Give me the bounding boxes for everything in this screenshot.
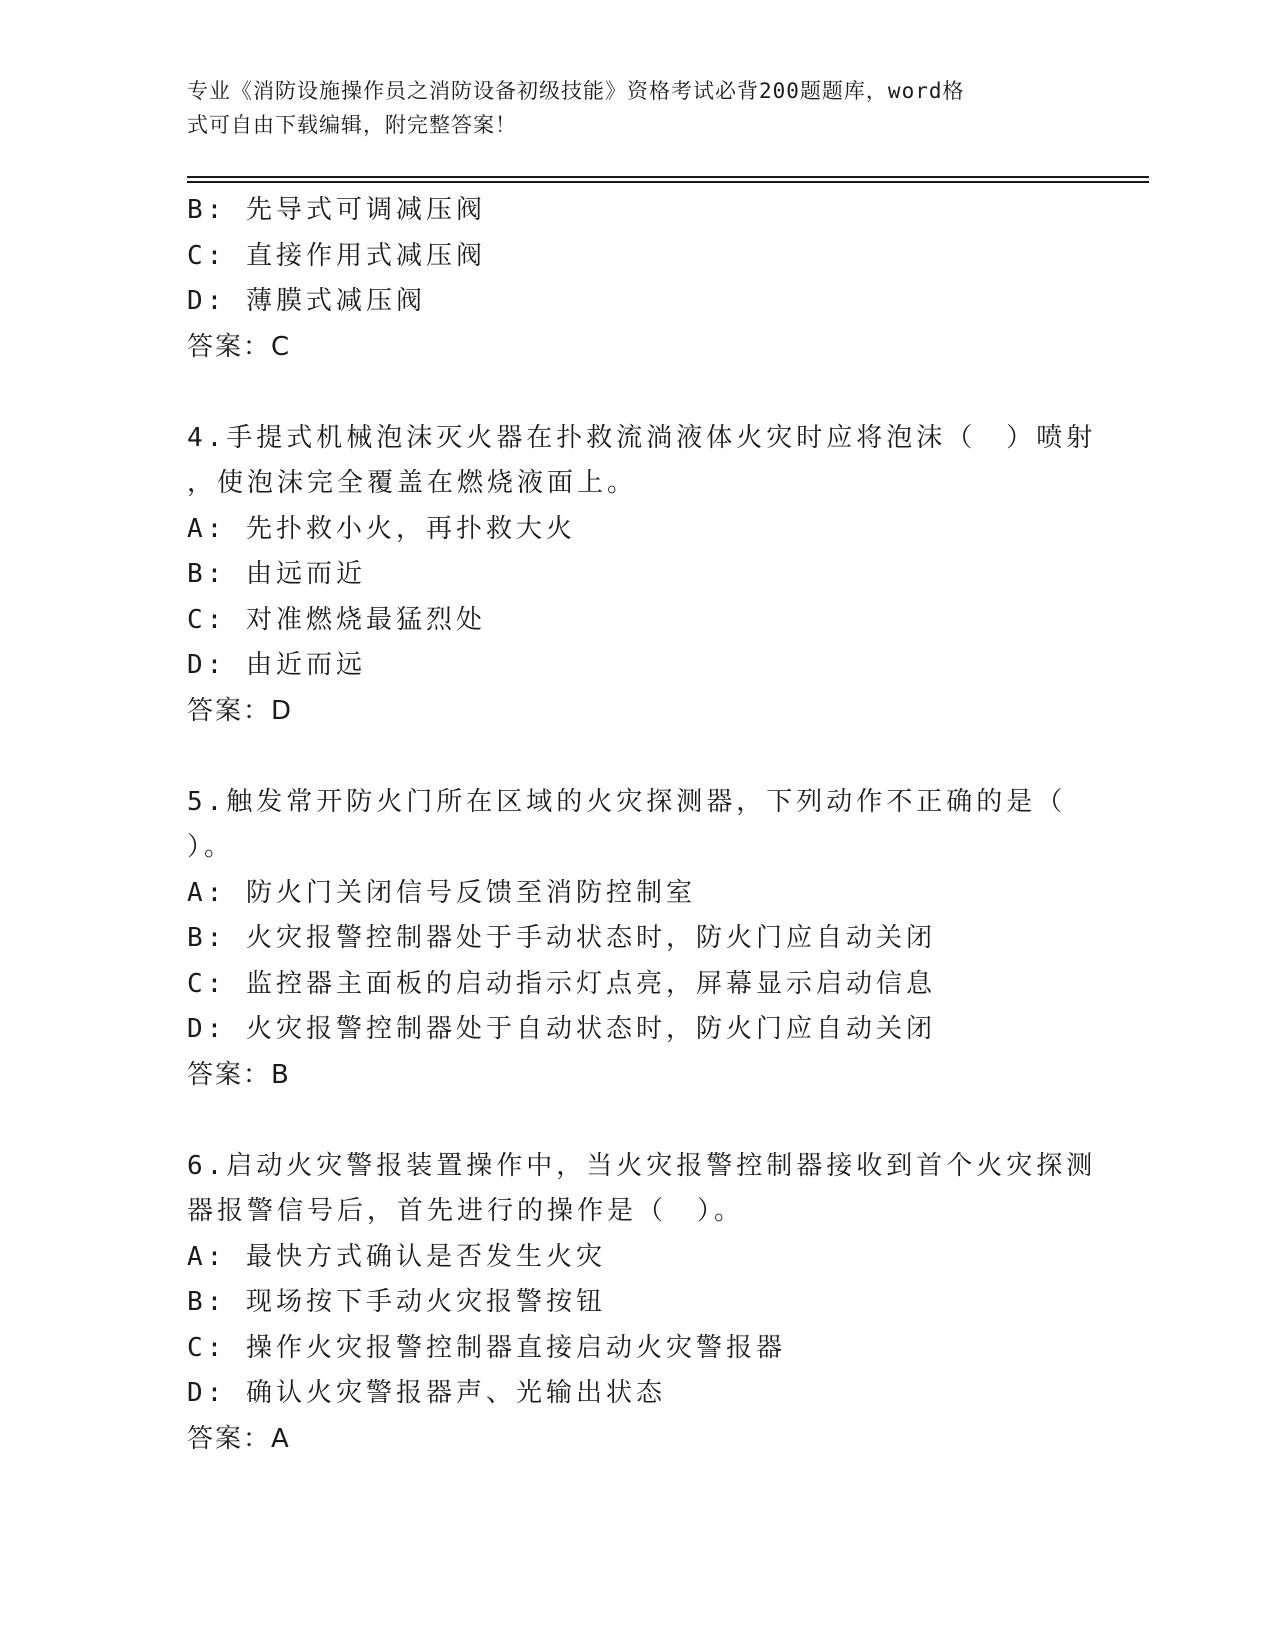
option-a: A: 先扑救小火，再扑救大火 [187, 513, 576, 544]
option-b: B: 由远而近 [187, 559, 366, 589]
question-stem-line: 4.手提式机械泡沫灭火器在扑救流淌液体火灾时应将泡沫（ ）喷射 [187, 422, 1097, 453]
option-d: D: 火灾报警控制器处于自动状态时，防火门应自动关闭 [187, 1014, 936, 1044]
option-d: D: 薄膜式减压阀 [187, 286, 426, 316]
answer-line: 答案：B [187, 1059, 291, 1090]
spacer [187, 734, 1087, 780]
spacer [187, 370, 1087, 416]
option-b: B: 现场按下手动火灾报警按钮 [187, 1287, 606, 1317]
option-d: D: 由近而远 [187, 650, 366, 680]
answer-line: 答案：C [187, 331, 292, 362]
question-stem-line: 5.触发常开防火门所在区域的火灾探测器，下列动作不正确的是（ [187, 786, 1067, 817]
question-stem-line: ）。 [187, 832, 235, 862]
header-line-1: 专业《消防设施操作员之消防设备初级技能》资格考试必背200题题库，word格 [187, 79, 965, 103]
option-c: C: 监控器主面板的启动指示灯点亮，屏幕显示启动信息 [187, 968, 936, 999]
question-stem-line: ，使泡沫完全覆盖在燃烧液面上。 [187, 468, 638, 498]
option-c: C: 操作火灾报警控制器直接启动火灾警报器 [187, 1332, 786, 1363]
option-a: A: 最快方式确认是否发生火灾 [187, 1241, 606, 1272]
option-a: A: 防火门关闭信号反馈至消防控制室 [187, 877, 696, 908]
question-4 [187, 416, 1097, 735]
header-divider-top [187, 176, 1149, 178]
option-b: B: 火灾报警控制器处于手动状态时，防火门应自动关闭 [187, 923, 936, 953]
document-header [187, 74, 1087, 142]
spacer [187, 1098, 1087, 1144]
question-6 [187, 1144, 1097, 1463]
question-stem-line: 6.启动火灾警报装置操作中，当火灾报警控制器接收到首个火灾探测 [187, 1150, 1097, 1181]
header-divider-bottom [187, 181, 1149, 183]
option-d: D: 确认火灾警报器声、光输出状态 [187, 1378, 666, 1408]
header-line-2: 式可自由下载编辑，附完整答案！ [187, 113, 517, 137]
question-5 [187, 780, 1087, 1099]
option-c: C: 对准燃烧最猛烈处 [187, 604, 486, 635]
question-stem-line: 器报警信号后，首先进行的操作是（ ）。 [187, 1196, 745, 1226]
answer-line: 答案：D [187, 695, 294, 726]
question-list [187, 188, 1097, 1462]
option-c: C: 直接作用式减压阀 [187, 240, 486, 271]
carryover-question [187, 188, 1087, 370]
answer-line: 答案：A [187, 1423, 291, 1454]
option-b: B: 先导式可调减压阀 [187, 195, 486, 225]
